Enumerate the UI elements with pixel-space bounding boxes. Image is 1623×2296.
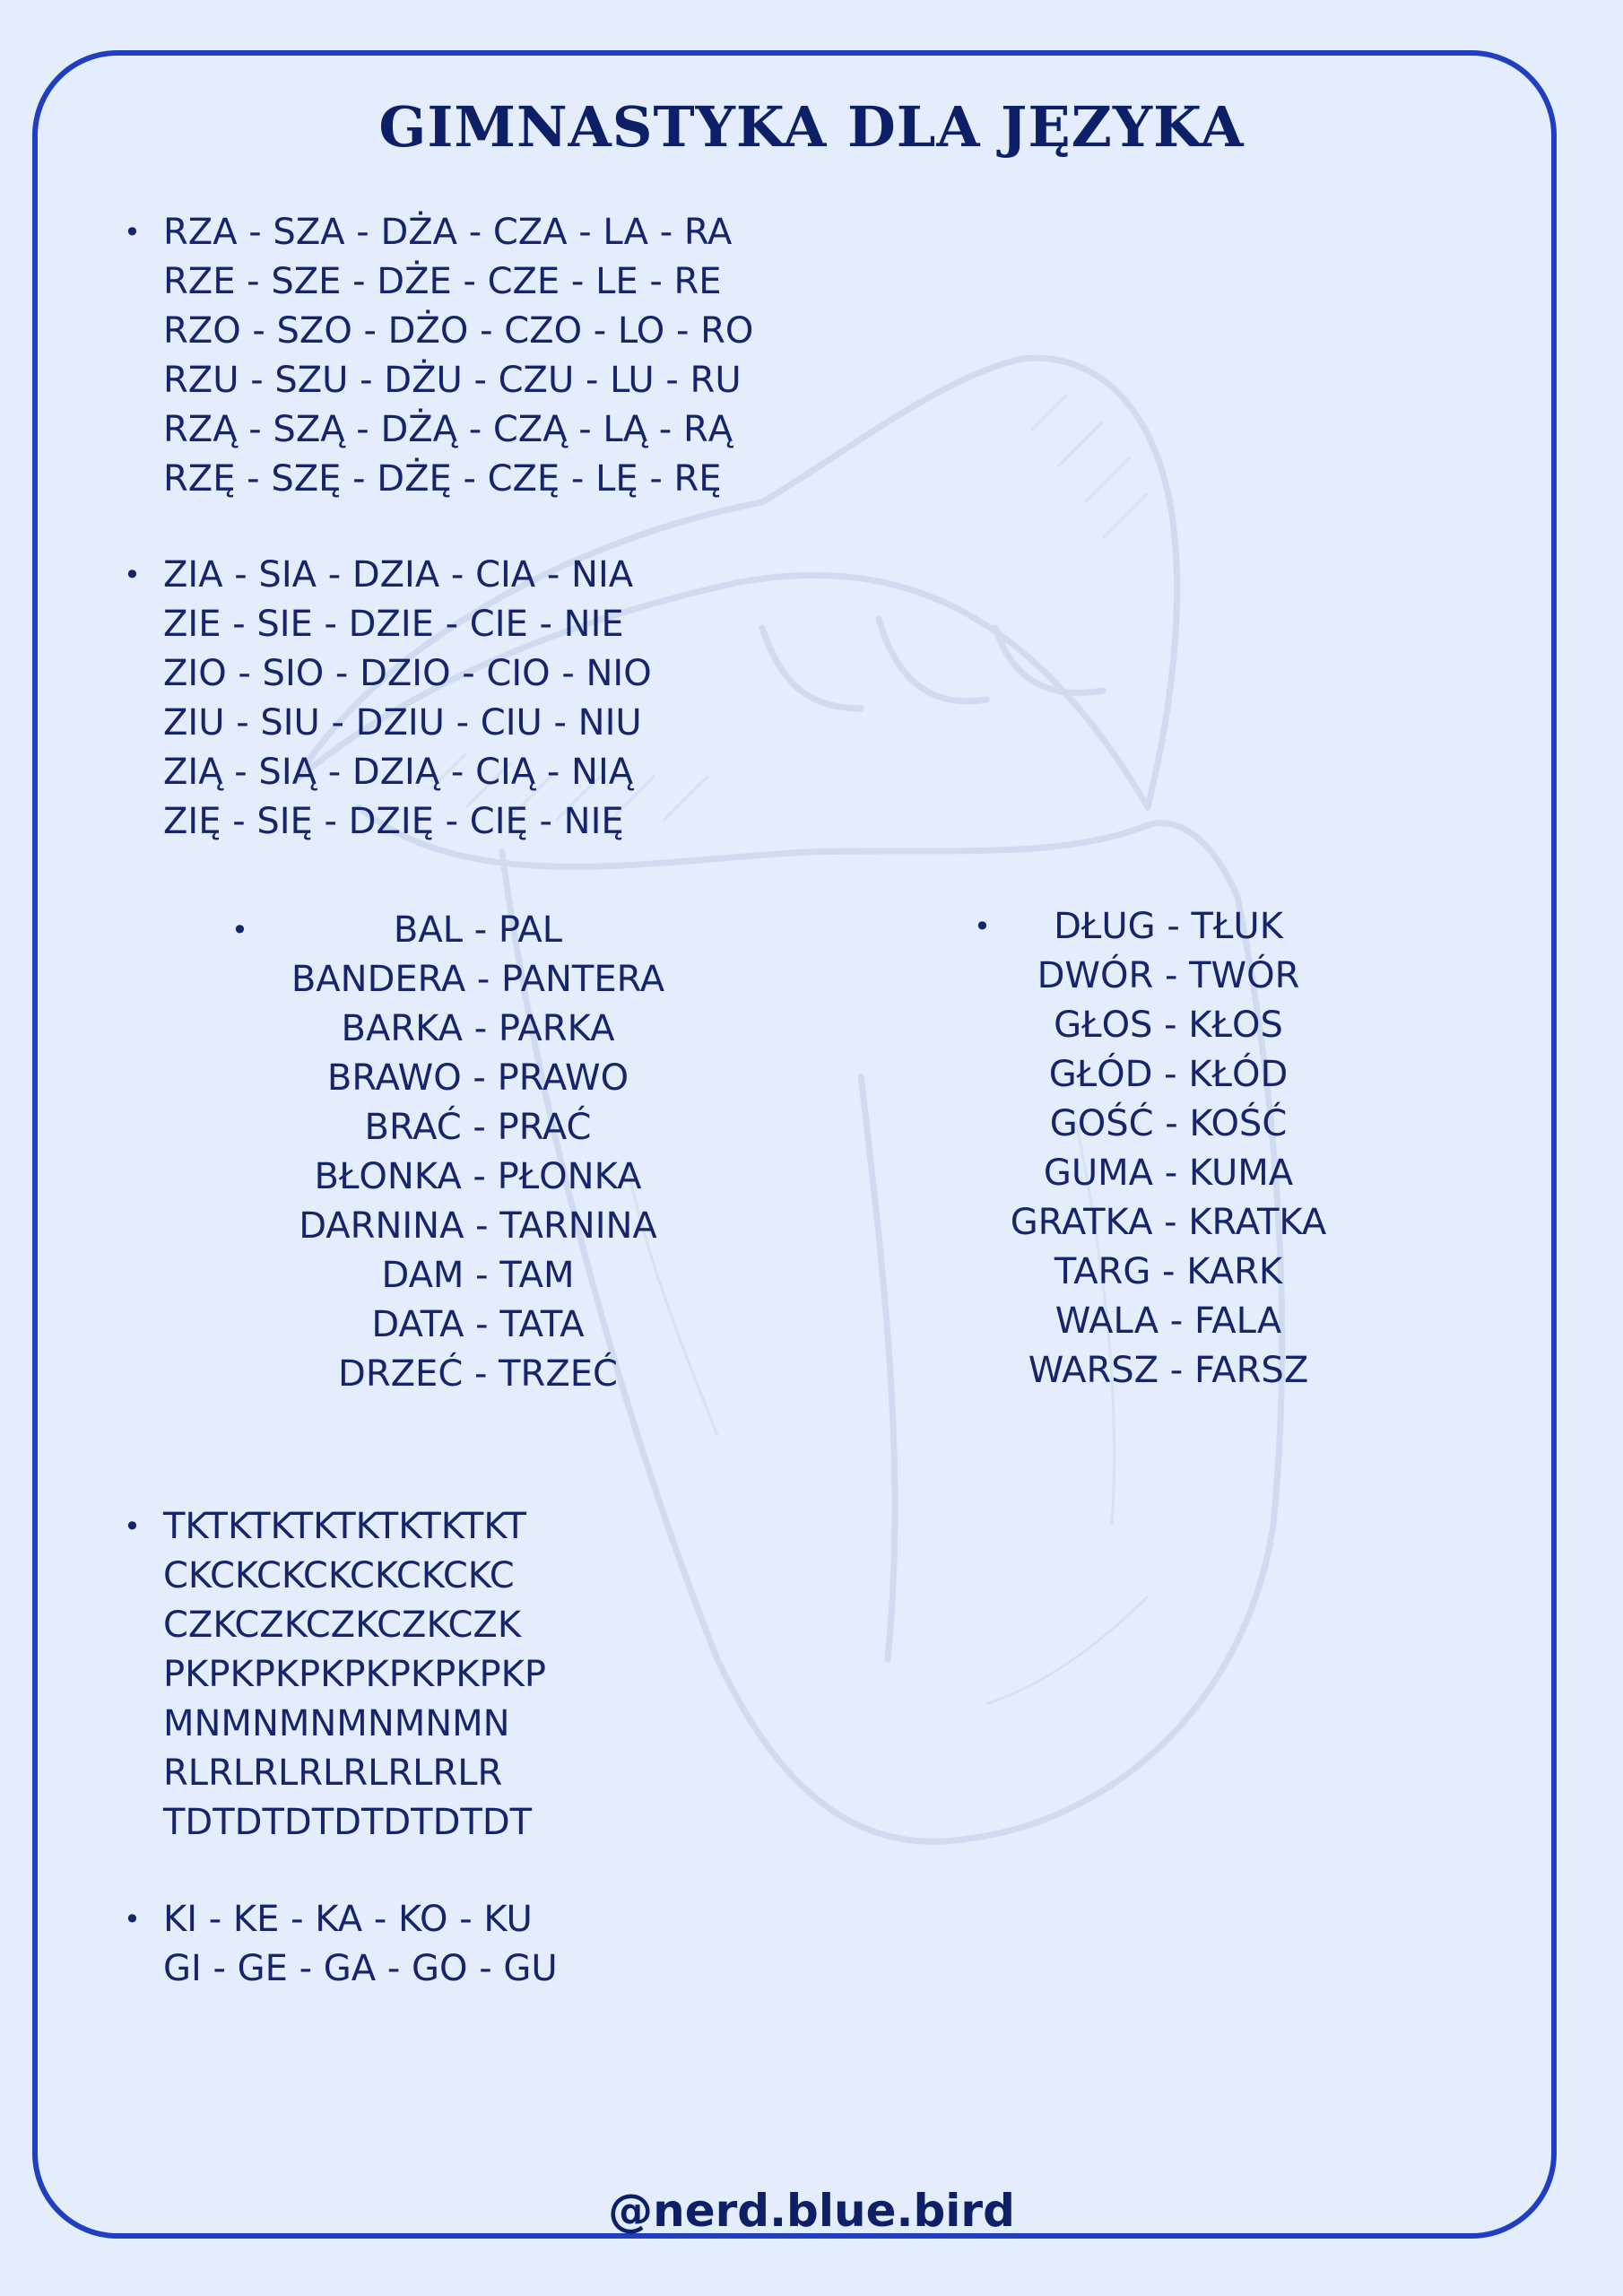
list-item: CZKCZKCZKCZKCZK: [163, 1605, 522, 1646]
list-item: ZIĘ - SIĘ - DZIĘ - CIĘ - NIĘ: [163, 801, 624, 842]
word-pair-list: [994, 902, 1343, 1396]
syllable-group-rz: [124, 208, 753, 504]
bullet: •: [124, 1902, 141, 1936]
list-item: RZĄ - SZĄ - DŻĄ - CZĄ - LĄ - RĄ: [163, 409, 733, 450]
bullet: •: [124, 558, 141, 592]
list-item: ZIĄ - SIĄ - DZIĄ - CIĄ - NIĄ: [163, 752, 634, 793]
list-item: WARSZ - FARSZ: [1028, 1350, 1309, 1391]
list-item: CKCKCKCKCKCKCKC: [163, 1555, 515, 1596]
list-item: MNMNMNMNMNMN: [163, 1703, 510, 1744]
list-item: GI - GE - GA - GO - GU: [163, 1948, 558, 1989]
syllable-group-zi: [124, 551, 652, 847]
bullet: •: [124, 215, 141, 249]
bullet: •: [974, 909, 991, 944]
bullet: •: [231, 913, 248, 947]
bullet: •: [124, 1509, 141, 1544]
syllable-list: [163, 208, 753, 504]
list-item: KI - KE - KA - KO - KU: [163, 1899, 533, 1940]
word-pairs-right: [974, 902, 1341, 1396]
list-item: ZIU - SIU - DZIU - CIU - NIU: [163, 702, 642, 744]
consonant-drill-group: [124, 1502, 546, 1848]
list-item: DŁUG - TŁUK: [1054, 906, 1283, 947]
list-item: TARG - KARK: [1054, 1251, 1283, 1292]
list-item: GŁÓD - KŁÓD: [1048, 1054, 1289, 1095]
list-item: GŁOS - KŁOS: [1054, 1004, 1283, 1046]
syllable-list: [163, 1895, 558, 1994]
drill-list: [163, 1502, 546, 1848]
list-item: ZIE - SIE - DZIE - CIE - NIE: [163, 604, 624, 645]
list-item: TKTKTKTKTKTKTKTKT: [163, 1506, 526, 1547]
word-pairs-left: [231, 906, 698, 1399]
list-item: RZA - SZA - DŻA - CZA - LA - RA: [163, 212, 733, 253]
list-item: GRATKA - KRATKA: [1010, 1202, 1327, 1243]
list-item: RZO - SZO - DŻO - CZO - LO - RO: [163, 310, 754, 352]
list-item: ZIO - SIO - DZIO - CIO - NIO: [163, 653, 652, 694]
list-item: DARNINA - TARNINA: [299, 1205, 657, 1247]
list-item: DRZEĆ - TRZEĆ: [338, 1353, 618, 1395]
list-item: DWÓR - TWÓR: [1037, 955, 1300, 996]
word-pair-list: [258, 906, 698, 1399]
list-item: BANDERA - PANTERA: [291, 959, 665, 1000]
list-item: BRAĆ - PRAĆ: [364, 1107, 592, 1148]
list-item: GUMA - KUMA: [1043, 1152, 1294, 1194]
list-item: WALA - FALA: [1055, 1300, 1282, 1342]
page-title: GIMNASTYKA DLA JĘZYKA: [378, 94, 1245, 160]
list-item: PKPKPKPKPKPKPKPKP: [163, 1654, 546, 1695]
ki-gi-group: [124, 1895, 558, 1994]
list-item: BARKA - PARKA: [341, 1008, 615, 1049]
list-item: DATA - TATA: [371, 1304, 585, 1345]
list-item: BŁONKA - PŁONKA: [314, 1156, 642, 1197]
list-item: BAL - PAL: [393, 909, 563, 951]
syllable-list: [163, 551, 652, 847]
list-item: RZĘ - SZĘ - DŻĘ - CZĘ - LĘ - RĘ: [163, 458, 722, 500]
list-item: TDTDTDTDTDTDTDT: [163, 1802, 533, 1843]
list-item: GOŚĆ - KOŚĆ: [1049, 1103, 1288, 1144]
author-handle: @nerd.blue.bird: [608, 2185, 1015, 2237]
list-item: DAM - TAM: [381, 1255, 575, 1296]
list-item: RLRLRLRLRLRLRLR: [163, 1752, 503, 1794]
list-item: BRAWO - PRAWO: [326, 1057, 629, 1099]
list-item: RZE - SZE - DŻE - CZE - LE - RE: [163, 261, 722, 302]
list-item: ZIA - SIA - DZIA - CIA - NIA: [163, 554, 634, 596]
list-item: RZU - SZU - DŻU - CZU - LU - RU: [163, 360, 742, 401]
